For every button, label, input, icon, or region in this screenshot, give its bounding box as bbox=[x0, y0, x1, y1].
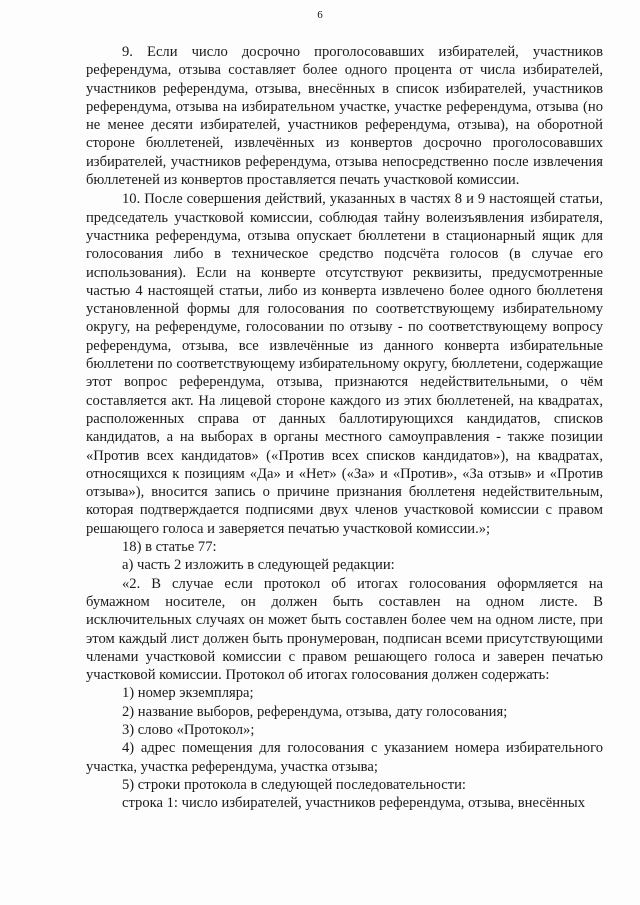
paragraph-item-10: 10. После совершения действий, указанных в частях 8 и 9 настоящей статьи, председатель участковой комиссии, соблюдая тайну волеизъявления избирателя, участника референдума, отзыва опускает бюллетени в стационарный ящик для голосования либо в техническое средство подсчёта голосов (в случае его использования). Если на конверте отсутствуют реквизиты, предусмотренные частью 4 настоящей статьи, либо из конверта извлечено более одного бюллетеня установленной формы для голосования по соответствующему избирательному округу, на референдуме, голосовании по отзыву - по соответствующему вопросу референдума, отзыва, все извлечённые из данного конверта избирательные бюллетени по соответствующему избирательному округу, бюллетени, содержащие этот вопрос референдума, отзыва, признаются недействительными, о чём составляется акт. На лицевой стороне каждого из этих бюллетеней, на квадратах, расположенных справа от данных баллотирующихся кандидатов, списков кандидатов, а на выборах в органы местного самоуправления - также позиции «Против всех кандидатов» («Против всех списков кандидатов»), на квадратах, относящихся к позициям «Да» и «Нет» («За» и «Против», «За отзыв» и «Против отзыва»), вносится запись о причине признания бюллетеня недействительным, которая подтверждается подписями двух членов участковой комиссии с правом решающего голоса и заверяется печатью участковой комиссии.»; bbox=[86, 191, 603, 537]
list-item-1: 1) номер экземпляра; bbox=[122, 685, 254, 702]
paragraph-item-18: 18) в статье 77: bbox=[122, 539, 217, 556]
protocol-line-1: строка 1: число избирателей, участников референдума, отзыва, внесённых bbox=[122, 795, 586, 812]
list-item-3: 3) слово «Протокол»; bbox=[122, 721, 255, 738]
list-item-4: 4) адрес помещения для голосования с указанием номера избирательного участка, участка референдума, участка отзыва; bbox=[86, 740, 603, 775]
paragraph-item-9: 9. Если число досрочно проголосовавших избирателей, участников референдума, отзыва составляет более одного процента от числа избирателей, участников референдума, отзыва, внесённых в список избирателей, участников референдума, отзыва на избирательном участке, участке референдума, отзыва (но не менее десяти избирателей, участников референдума, отзыва), на оборотной стороне бюллетеней, извлечённых из конвертов досрочно проголосовавших избирателей, участников референдума, отзыва непосредственно после извлечения бюллетеней из конвертов проставляется печать участковой комиссии. bbox=[86, 44, 603, 189]
list-item-2: 2) название выборов, референдума, отзыва, дату голосования; bbox=[122, 703, 508, 720]
document-body bbox=[86, 43, 603, 812]
paragraph-part-2: «2. В случае если протокол об итогах голосования оформляется на бумажном носителе, он должен быть составлен на одном листе. В исключительных случаях он может быть составлен более чем на одном листе, при этом каждый лист должен быть пронумерован, подписан всеми присутствующими членами участковой комиссии с правом решающего голоса и заверен печатью участковой комиссии. Протокол об итогах голосования должен содержать: bbox=[86, 575, 603, 684]
list-item-5: 5) строки протокола в следующей последовательности: bbox=[122, 776, 466, 793]
page-number: 6 bbox=[317, 9, 323, 21]
paragraph-subitem-a: а) часть 2 изложить в следующей редакции: bbox=[122, 557, 395, 574]
